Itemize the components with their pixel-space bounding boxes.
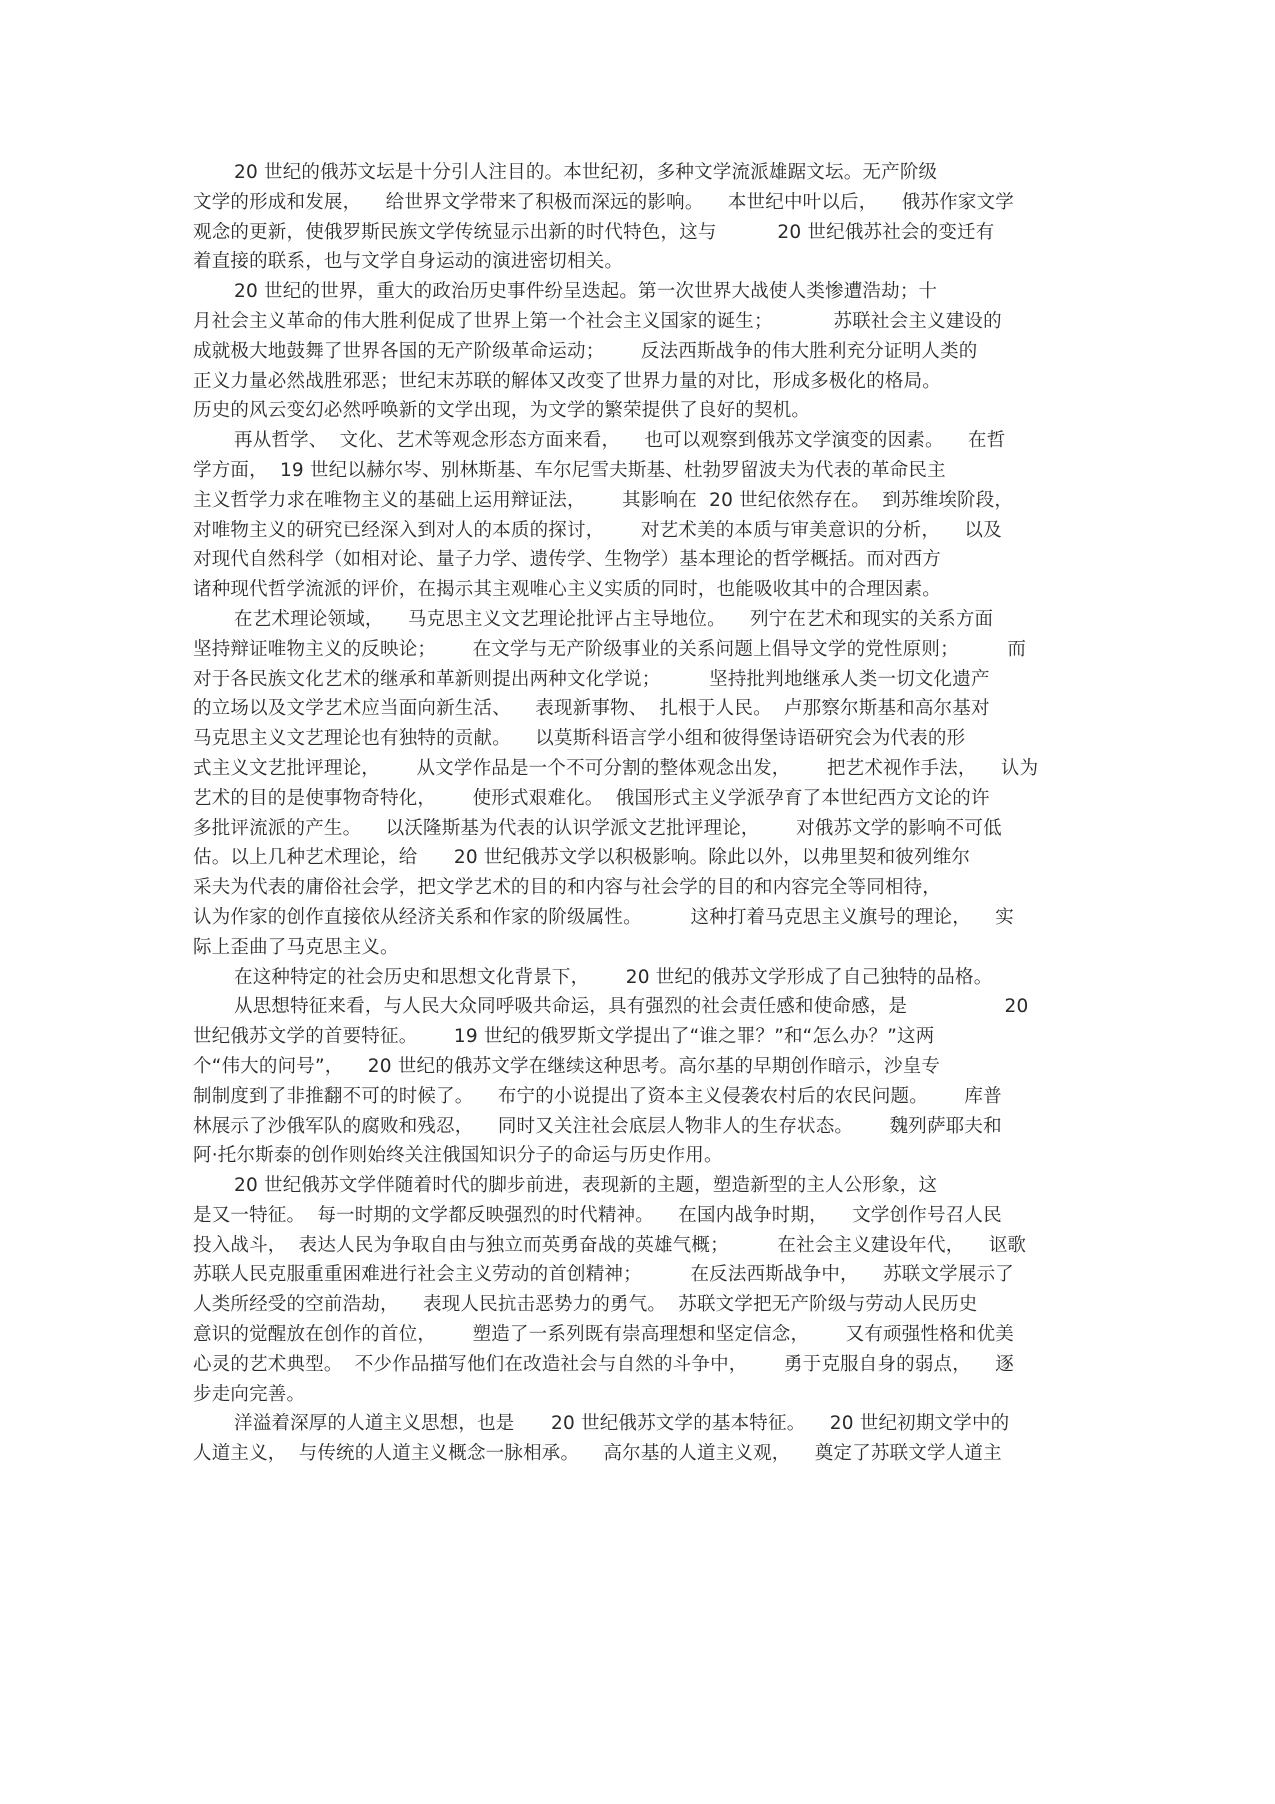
text-line: 估。以上几种艺术理论，给 20 世纪俄苏文学以积极影响。除此以外，以弗里契和彼列维尔 <box>193 847 971 869</box>
text-line: 主义哲学力求在唯物主义的基础上运用辩证法， 其影响在 20 世纪依然存在。 到苏维埃阶段， <box>193 489 1014 511</box>
text-line: 洋溢着深厚的人道主义思想，也是 20 世纪俄苏文学的基本特征。 20 世纪初期文学中的 <box>234 1413 1010 1435</box>
text-line: 制制度到了非推翻不可的时候了。 布宁的小说提出了资本主义侵袭农村后的农民问题。 库普 <box>193 1085 1002 1107</box>
text-line: 20 世纪俄苏文学伴随着时代的脚步前进，表现新的主题，塑造新型的主人公形象，这 <box>234 1175 938 1197</box>
text-line: 着直接的联系，也与文学自身运动的演进密切相关。 <box>193 251 624 273</box>
text-line: 坚持辩证唯物主义的反映论； 在文学与无产阶级事业的关系问题上倡导文学的党性原则； 而 <box>193 638 1027 660</box>
text-line: 认为作家的创作直接依从经济关系和作家的阶级属性。 这种打着马克思主义旗号的理论， 实 <box>193 906 1014 928</box>
text-line: 林展示了沙俄军队的腐败和残忍， 同时又关注社会底层人物非人的生存状态。 魏列萨耶夫和 <box>193 1115 1002 1137</box>
document-body <box>193 158 1083 1469</box>
text-line: 马克思主义文艺理论也有独特的贡献。 以莫斯科语言学小组和彼得堡诗语研究会为代表的形 <box>193 728 966 750</box>
text-line: 对现代自然科学（如相对论、量子力学、遗传学、生物学）基本理论的哲学概括。而对西方 <box>193 549 942 571</box>
text-line: 苏联人民克服重重困难进行社会主义劳动的首创精神； 在反法西斯战争中， 苏联文学展示了 <box>193 1264 1014 1286</box>
text-line: 对于各民族文化艺术的继承和革新则提出两种文化学说； 坚持批判地继承人类一切文化遗产 <box>193 668 990 690</box>
text-line: 人道主义， 与传统的人道主义概念一脉相承。 高尔基的人道主义观， 奠定了苏联文学人道主 <box>193 1443 1002 1465</box>
text-line: 月社会主义革命的伟大胜利促成了世界上第一个社会主义国家的诞生； 苏联社会主义建设的 <box>193 310 1002 332</box>
text-line: 正义力量必然战胜邪恶；世纪末苏联的解体又改变了世界力量的对比，形成多极化的格局。 <box>193 370 942 392</box>
text-line: 心灵的艺术典型。 不少作品描写他们在改造社会与自然的斗争中， 勇于克服自身的弱点， 逐 <box>193 1353 1014 1375</box>
text-line: 人类所经受的空前浩劫， 表现人民抗击恶势力的勇气。 苏联文学把无产阶级与劳动人民历史 <box>193 1294 978 1316</box>
text-line: 20 世纪的世界，重大的政治历史事件纷呈迭起。第一次世界大战使人类惨遭浩劫；十 <box>234 281 938 303</box>
text-line: 文学的形成和发展， 给世界文学带来了积极而深远的影响。 本世纪中叶以后， 俄苏作家文学 <box>193 191 1014 213</box>
text-line: 是又一特征。 每一时期的文学都反映强烈的时代精神。 在国内战争时期， 文学创作号召人民 <box>193 1204 1002 1226</box>
text-line: 再从哲学、 文化、艺术等观念形态方面来看， 也可以观察到俄苏文学演变的因素。 在哲 <box>234 430 1006 452</box>
text-line: 观念的更新，使俄罗斯民族文学传统显示出新的时代特色，这与 20 世纪俄苏社会的变迁有 <box>193 221 995 243</box>
text-line: 诸种现代哲学流派的评价，在揭示其主观唯心主义实质的同时，也能吸收其中的合理因素。 <box>193 579 942 601</box>
text-line: 际上歪曲了马克思主义。 <box>193 936 399 958</box>
text-line: 个“伟大的问号”， 20 世纪的俄苏文学在继续这种思考。高尔基的早期创作暗示，沙皇专 <box>193 1055 941 1077</box>
text-line: 艺术的目的是使事物奇特化， 使形式艰难化。 俄国形式主义学派孕育了本世纪西方文论的许 <box>193 787 990 809</box>
text-line: 世纪俄苏文学的首要特征。 19 世纪的俄罗斯文学提出了“谁之罪？”和“怎么办？”这两 <box>193 1026 935 1048</box>
text-line: 历史的风云变幻必然呼唤新的文学出现，为文学的繁荣提供了良好的契机。 <box>193 400 811 422</box>
text-line: 投入战斗， 表达人民为争取自由与独立而英勇奋战的英雄气概； 在社会主义建设年代， 讴歌 <box>193 1234 1027 1256</box>
text-line: 学方面， 19 世纪以赫尔岑、别林斯基、车尔尼雪夫斯基、杜勃罗留波夫为代表的革命民主 <box>193 459 946 481</box>
text-line: 20 世纪的俄苏文坛是十分引人注目的。本世纪初，多种文学流派雄踞文坛。无产阶级 <box>234 162 938 183</box>
text-line: 成就极大地鼓舞了世界各国的无产阶级革命运动； 反法西斯战争的伟大胜利充分证明人类的 <box>193 340 978 362</box>
text-line: 采夫为代表的庸俗社会学，把文学艺术的目的和内容与社会学的目的和内容完全等同相待， <box>193 877 942 899</box>
text-line: 步走向完善。 <box>193 1383 306 1405</box>
text-line: 在艺术理论领域， 马克思主义文艺理论批评占主导地位。 列宁在艺术和现实的关系方面 <box>234 608 994 630</box>
text-line: 式主义文艺批评理论， 从文学作品是一个不可分割的整体观念出发， 把艺术视作手法， 认为 <box>193 757 1039 779</box>
text-line: 意识的觉醒放在创作的首位， 塑造了一系列既有崇高理想和坚定信念， 又有顽强性格和优美 <box>193 1324 1014 1346</box>
text-line: 的立场以及文学艺术应当面向新生活、 表现新事物、 扎根于人民。 卢那察尔斯基和高尔基对 <box>193 698 990 720</box>
text-line: 多批评流派的产生。 以沃隆斯基为代表的认识学派文艺批评理论， 对俄苏文学的影响不可低 <box>193 817 1002 839</box>
text-line: 阿·托尔斯泰的创作则始终关注俄国知识分子的命运与历史作用。 <box>193 1145 723 1167</box>
text-line: 从思想特征来看，与人民大众同呼吸共命运，具有强烈的社会责任感和使命感，是 20 <box>234 996 1029 1018</box>
text-line: 对唯物主义的研究已经深入到对人的本质的探讨， 对艺术美的本质与审美意识的分析， 以及 <box>193 519 1002 541</box>
text-line: 在这种特定的社会历史和思想文化背景下， 20 世纪的俄苏文学形成了自己独特的品格。 <box>234 966 993 988</box>
